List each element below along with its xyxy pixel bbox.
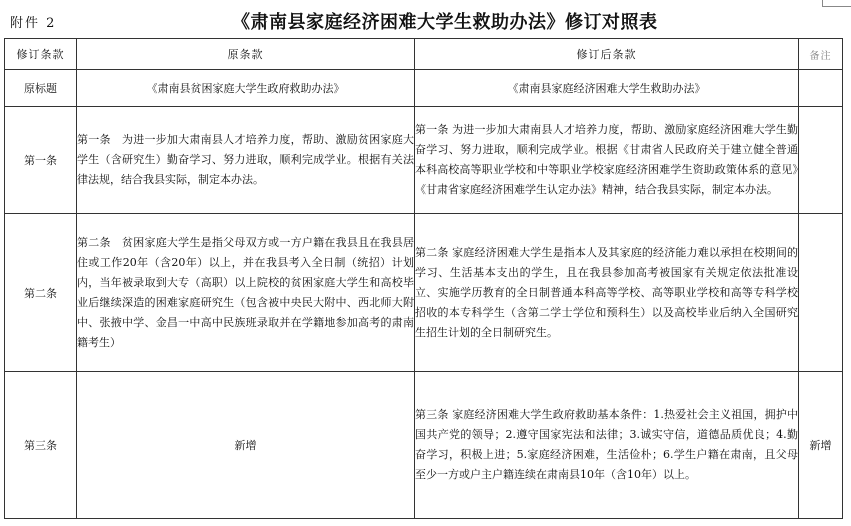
column-header-revised: 修订后条款: [415, 39, 799, 70]
column-header-clause: 修订条款: [5, 39, 77, 70]
remarks-cell: [799, 70, 843, 107]
table-row-title: [5, 70, 843, 107]
remarks-cell: [799, 107, 843, 214]
column-header-original: 原条款: [77, 39, 415, 70]
row-label: 第二条: [5, 214, 77, 372]
document-title: 《肃南县家庭经济困难大学生救助办法》修订对照表: [232, 12, 658, 33]
table-header-row: [5, 39, 843, 70]
column-header-remarks: 备注: [799, 39, 843, 70]
remarks-cell: 新增: [799, 372, 843, 519]
table-row-article-1: [5, 107, 843, 214]
original-clause-cell: 第二条 贫困家庭大学生是指父母双方或一方户籍在我县且在我县居住或工作20年（含20年）以上，并在我县考入全日制（统招）计划内，当年被录取到大专（高职）以上院校的贫困家庭大学生和高校毕业后继续深造的困难家庭研究生（包含被中央民大附中、西北师大附中、张掖中学、金昌一中高中民族班录取并在学籍地参加高考的肃南籍考生）: [77, 214, 415, 372]
table-row-article-3: [5, 372, 843, 519]
revised-clause-cell: 第三条 家庭经济困难大学生政府救助基本条件：1.热爱社会主义祖国，拥护中国共产党的领导；2.遵守国家宪法和法律；3.诚实守信，道德品质优良；4.勤奋学习，积极上进；5.家庭经济困难，生活俭朴；6.学生户籍在肃南，且父母至少一方或户主户籍连续在肃南县10年（含10年）以上。: [415, 372, 799, 519]
revised-clause-cell: 第一条 为进一步加大肃南县人才培养力度，帮助、激励家庭经济困难大学生勤奋学习、努力进取，顺利完成学业。根据《甘肃省人民政府关于建立健全普通本科高校高等职业学校和中等职业学校家庭经济困难学生资助政策体系的意见》《甘肃省家庭经济困难学生认定办法》精神，结合我县实际，制定本办法。: [415, 107, 799, 214]
original-clause-cell: 《肃南县贫困家庭大学生政府救助办法》: [77, 70, 415, 107]
remarks-cell: [799, 214, 843, 372]
original-clause-cell: 新增: [77, 372, 415, 519]
row-label: 第一条: [5, 107, 77, 214]
row-label: 原标题: [5, 70, 77, 107]
original-clause-cell: 第一条 为进一步加大肃南县人才培养力度，帮助、激励贫困家庭大学生（含研究生）勤奋学习、努力进取，顺利完成学业。根据有关法律法规，结合我县实际，制定本办法。: [77, 107, 415, 214]
revised-clause-cell: 第二条 家庭经济困难大学生是指本人及其家庭的经济能力难以承担在校期间的学习、生活基本支出的学生，且在我县参加高考被国家有关规定依法批准设立、实施学历教育的全日制普通本科高等学校、高等职业学校和高等专科学校招收的本专科学生（含第二学士学位和预科生）以及高校毕业后纳入全国研究生招生计划的全日制研究生。: [415, 214, 799, 372]
revised-clause-cell: 《肃南县家庭经济困难大学生救助办法》: [415, 70, 799, 107]
table-row-article-2: [5, 214, 843, 372]
comparison-table: [4, 38, 843, 519]
attachment-label: 附件 2: [10, 16, 57, 31]
row-label: 第三条: [5, 372, 77, 519]
page-corner-mark: [822, 0, 851, 7]
